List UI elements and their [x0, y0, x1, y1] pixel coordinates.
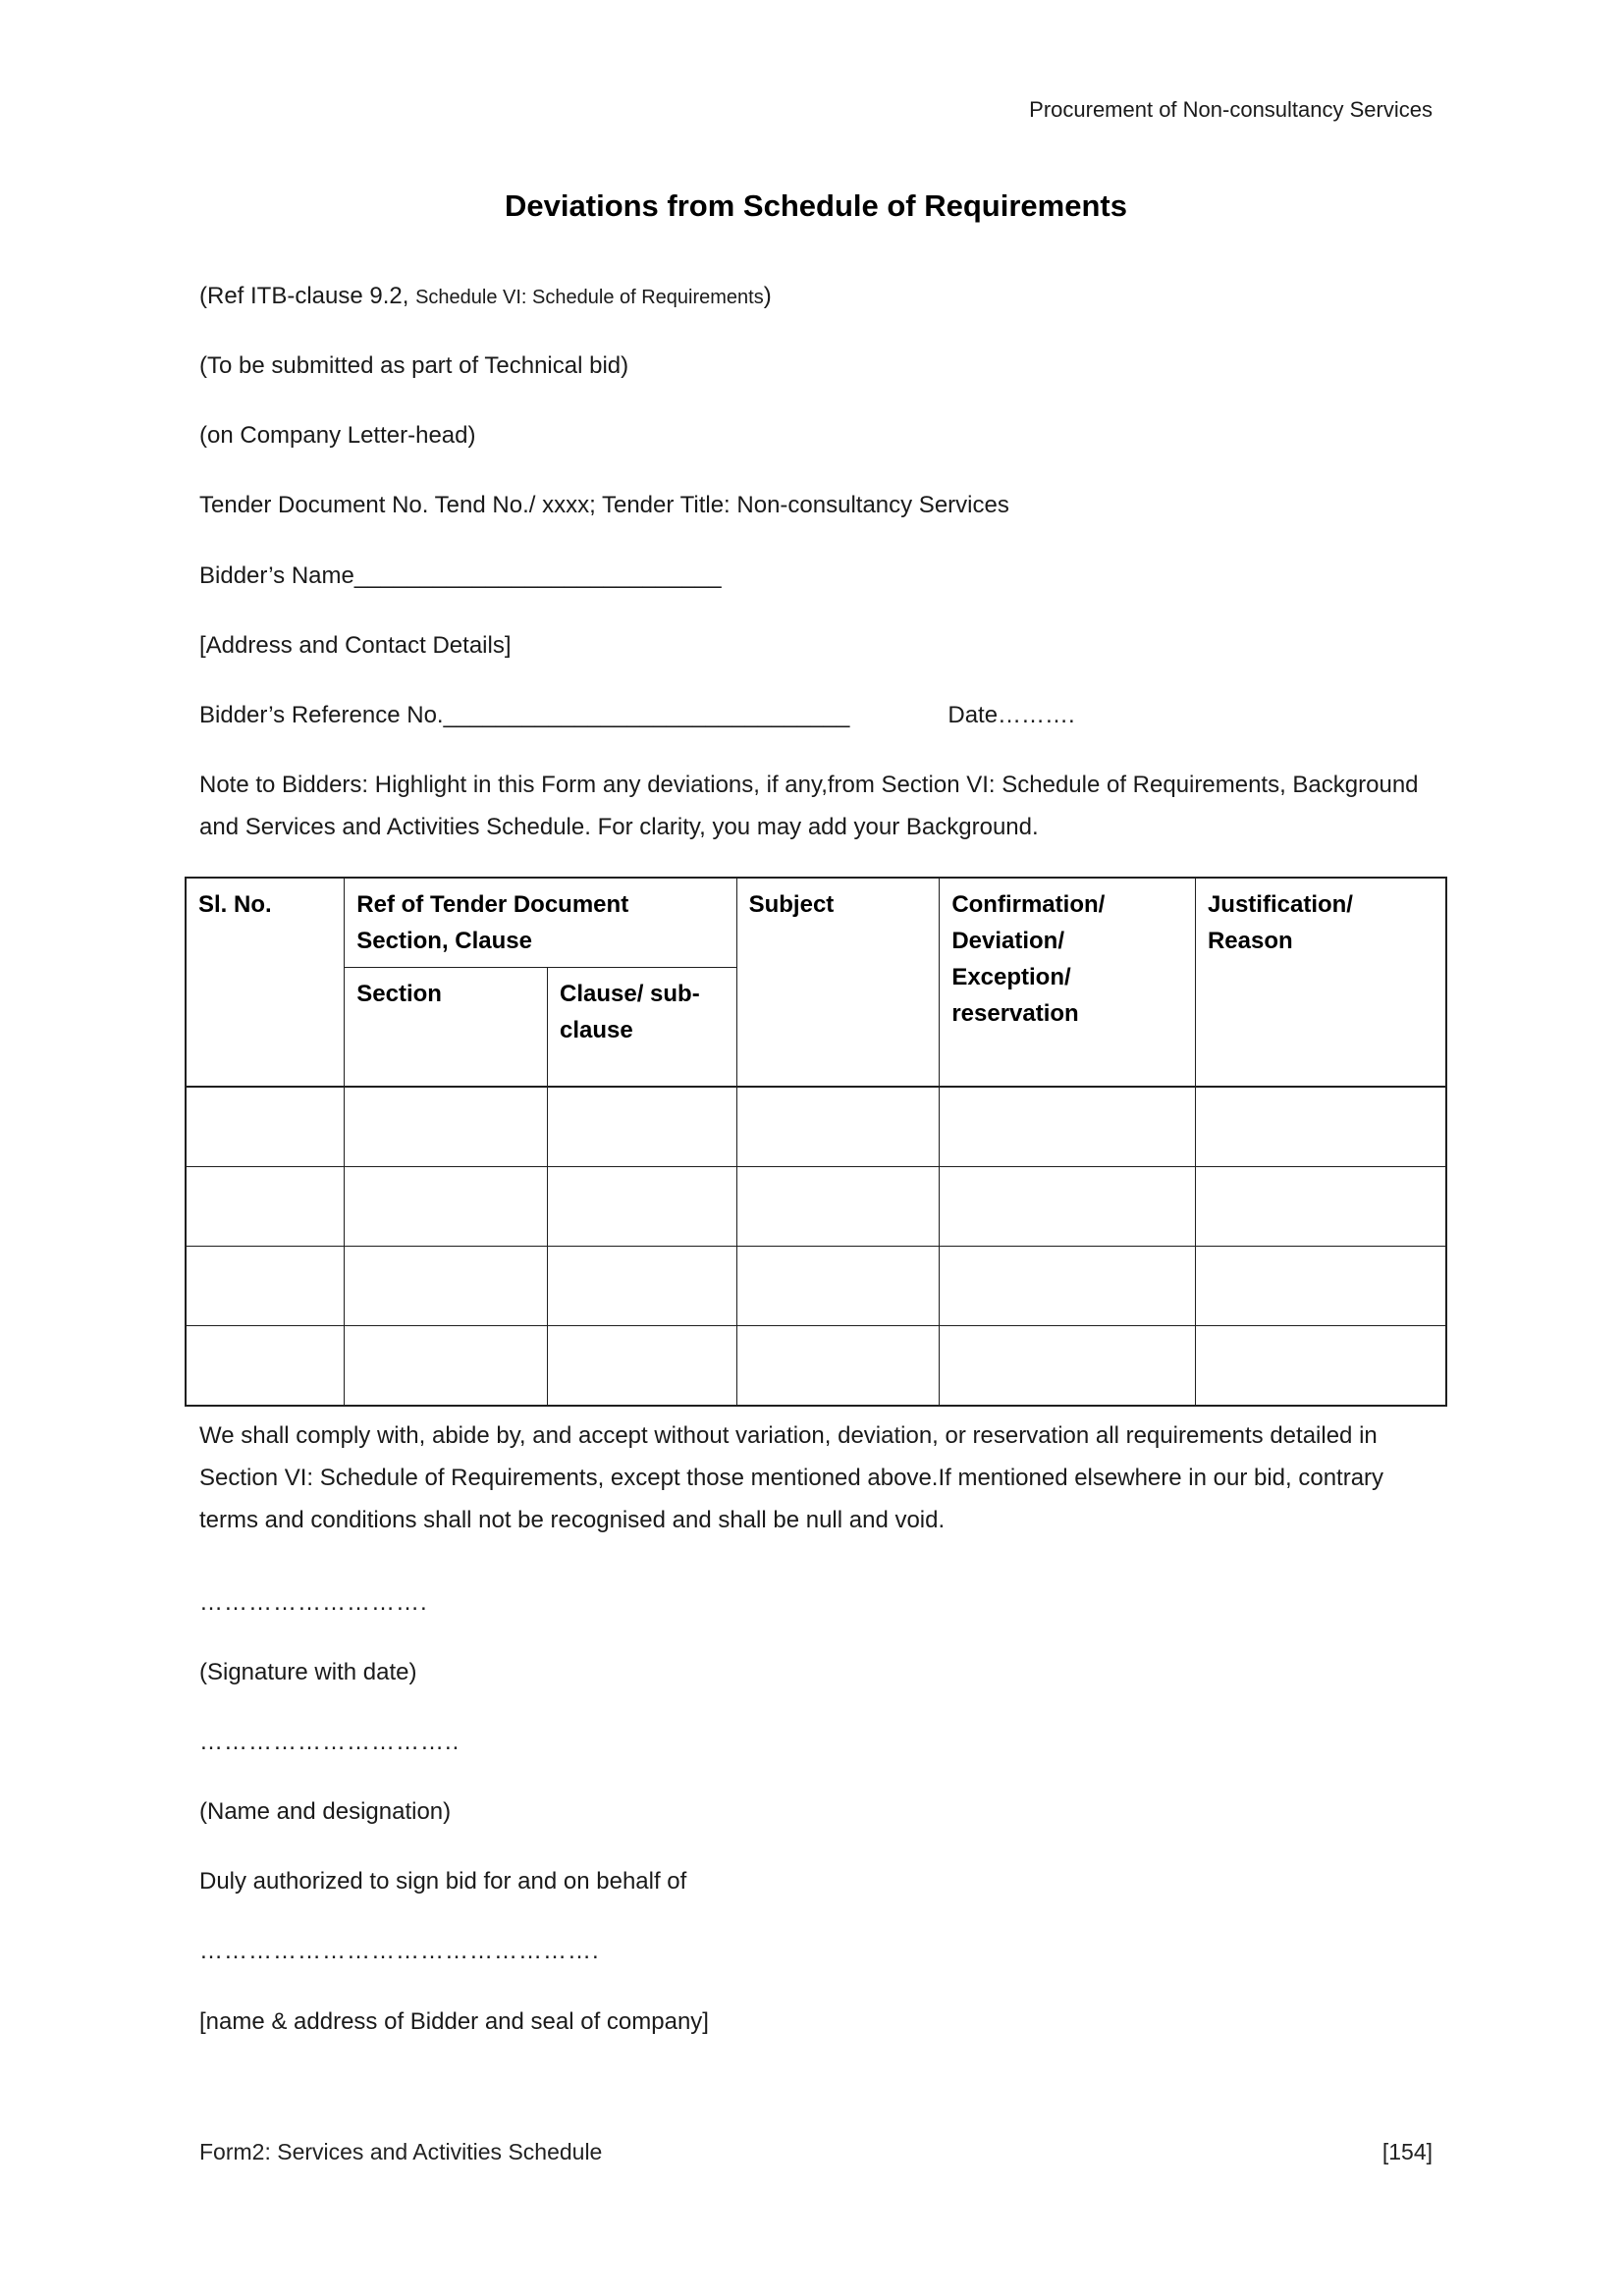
- column-header-justification: Justification/ Reason: [1195, 878, 1446, 1087]
- table-cell: [736, 1087, 940, 1167]
- column-header-confirmation: Confirmation/ Deviation/ Exception/ reservation: [940, 878, 1196, 1087]
- ref-clause-prefix: (Ref ITB-clause 9.2,: [199, 282, 416, 309]
- table-cell: [940, 1325, 1196, 1406]
- signature-label: (Signature with date): [199, 1658, 417, 1685]
- table-cell: [345, 1246, 548, 1325]
- table-cell: [1195, 1246, 1446, 1325]
- table-row: [186, 1087, 1446, 1167]
- ref-clause-small: Schedule VI: Schedule of Requirements: [415, 286, 764, 308]
- table-row: [186, 1246, 1446, 1325]
- bidder-seal-line: [name & address of Bidder and seal of company]: [199, 2007, 709, 2035]
- table-cell: [186, 1087, 345, 1167]
- column-header-clause: Clause/ sub-clause: [548, 967, 737, 1087]
- footer-page-number: [154]: [1381, 2139, 1433, 2164]
- comply-paragraph: We shall comply with, abide by, and accept without variation, deviation, or reservation all requirements detailed in Section VI: Schedule of Requirements, except those mentioned above.If mentioned elsewhere in our bid, contrary terms and conditions shall not be recognised and shall be null and void.: [199, 1421, 1384, 1534]
- tender-document-line: Tender Document No. Tend No./ xxxx; Tender Title: Non-consultancy Services: [199, 492, 1009, 519]
- table-header-row: [186, 878, 1446, 968]
- table-cell: [940, 1087, 1196, 1167]
- table-cell: [736, 1246, 940, 1325]
- bidder-reference-line: Bidder’s Reference No._______________________________: [199, 702, 850, 729]
- page-footer: [199, 2132, 1433, 2172]
- table-cell: [186, 1246, 345, 1325]
- table-cell: [548, 1087, 737, 1167]
- table-cell: [186, 1325, 345, 1406]
- ref-clause-suffix: ): [763, 282, 772, 309]
- table-row: [186, 1166, 1446, 1246]
- reference-date-line: [199, 694, 1433, 736]
- name-dotted-line: …………………………..: [199, 1728, 460, 1755]
- date-line: Date……….: [947, 702, 1075, 729]
- table-cell: [548, 1246, 737, 1325]
- note-to-bidders: Note to Bidders: Highlight in this Form any deviations, if any,from Section VI: Schedule of Requirements, Background and Services and Activities Schedule. For clarity, you may add your Background.: [199, 772, 1419, 841]
- column-header-subject: Subject: [736, 878, 940, 1087]
- table-cell: [940, 1166, 1196, 1246]
- table-cell: [345, 1087, 548, 1167]
- column-header-ref-group: Ref of Tender Document Section, Clause: [345, 878, 736, 968]
- deviations-table: [185, 877, 1447, 1407]
- table-body: [186, 1087, 1446, 1406]
- authorized-line: Duly authorized to sign bid for and on behalf of: [199, 1868, 687, 1896]
- column-header-sl-no: Sl. No.: [186, 878, 345, 1087]
- name-designation-label: (Name and designation): [199, 1798, 452, 1826]
- table-cell: [736, 1166, 940, 1246]
- table-cell: [1195, 1325, 1446, 1406]
- submitted-line: (To be submitted as part of Technical bid): [199, 352, 629, 380]
- footer-left: Form2: Services and Activities Schedule: [199, 2139, 603, 2164]
- page-title: Deviations from Schedule of Requirements: [505, 187, 1127, 223]
- table-cell: [345, 1325, 548, 1406]
- table-cell: [345, 1166, 548, 1246]
- table-cell: [186, 1166, 345, 1246]
- table-cell: [1195, 1166, 1446, 1246]
- table-row: [186, 1325, 1446, 1406]
- address-line: [Address and Contact Details]: [199, 631, 512, 659]
- column-header-section: Section: [345, 967, 548, 1087]
- table-cell: [548, 1325, 737, 1406]
- seal-dotted-line: ………………………………………….: [199, 1938, 600, 1965]
- table-cell: [1195, 1087, 1446, 1167]
- signature-dotted-line: ……………………….: [199, 1588, 428, 1616]
- bidder-name-line: Bidder’s Name____________________________: [199, 561, 722, 589]
- signature-block: [199, 1581, 1433, 2043]
- table-cell: [548, 1166, 737, 1246]
- ref-clause-line: [199, 275, 1433, 317]
- letterhead-line: (on Company Letter-head): [199, 422, 476, 450]
- table-cell: [940, 1246, 1196, 1325]
- page-header-right: Procurement of Non-consultancy Services: [1029, 97, 1433, 122]
- table-cell: [736, 1325, 940, 1406]
